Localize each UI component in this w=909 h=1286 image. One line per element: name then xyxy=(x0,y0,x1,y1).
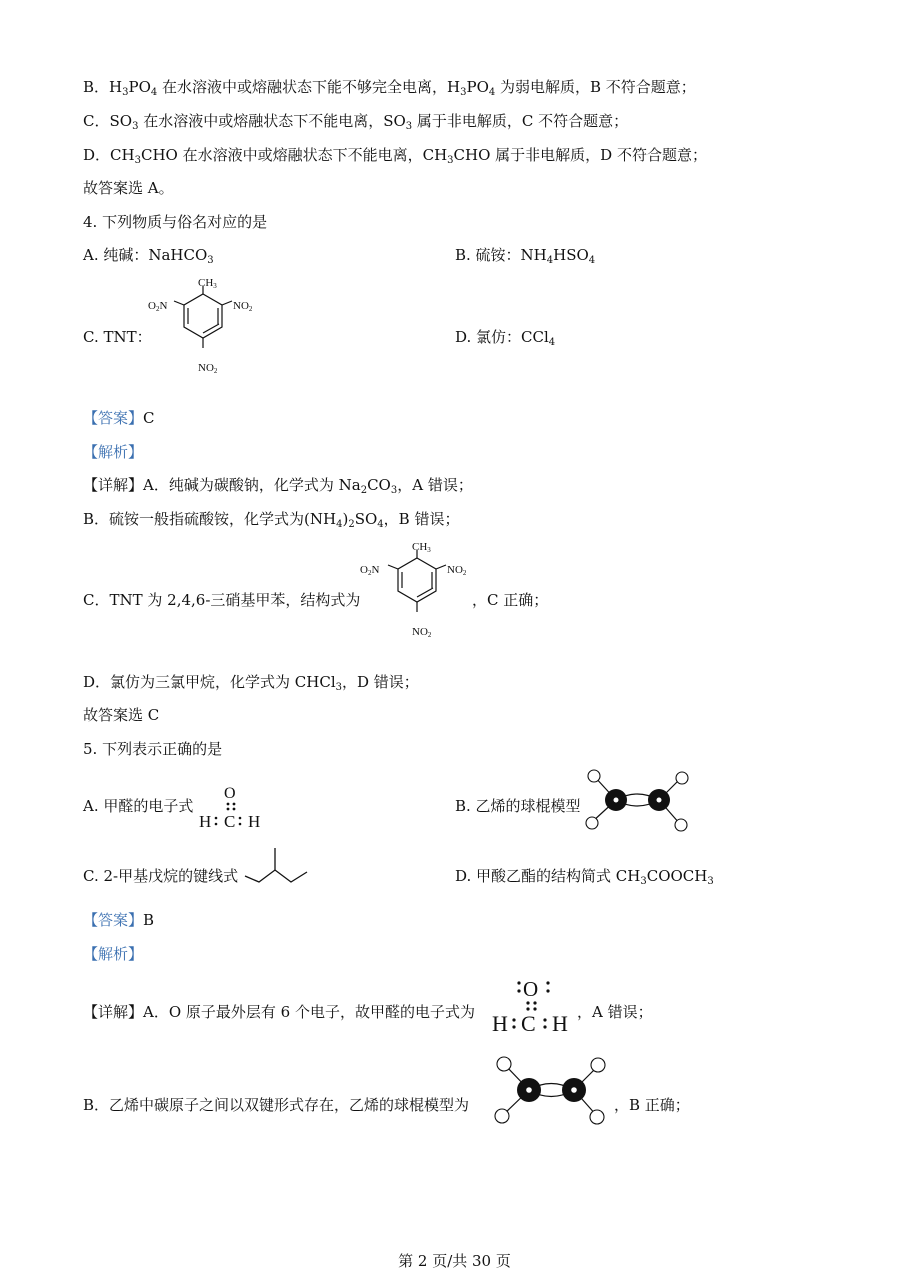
q5-option-a: A. 甲醛的电子式 xyxy=(83,797,194,815)
subscript: 3 xyxy=(460,87,467,98)
subscript: 4 xyxy=(488,87,496,98)
answer-conclusion-a: 故答案选 A。 xyxy=(83,179,174,197)
text: A．纯碱为碳酸钠，化学式为 Na xyxy=(143,476,361,494)
subscript: 3 xyxy=(122,87,129,98)
q5-answer xyxy=(83,910,154,930)
text: D. 甲酸乙酯的结构简式 CH xyxy=(455,867,641,885)
formaldehyde-electron-formula xyxy=(490,974,580,1036)
text: ，B 错误； xyxy=(383,510,460,528)
text: 在水溶液中或熔融状态下能不够完全电离，H xyxy=(157,78,461,96)
text: 为弱电解质，B 不符合题意； xyxy=(495,78,696,96)
text: B. 硫铵：NH xyxy=(455,246,547,264)
o2n-label: O2N xyxy=(360,564,380,577)
ch3-label: CH3 xyxy=(198,277,217,290)
question-5-title: 5. 下列表示正确的是 xyxy=(83,740,223,758)
h-atom: H xyxy=(248,812,261,831)
subscript: 2 xyxy=(348,519,355,530)
answer-conclusion-c: 故答案选 C xyxy=(83,706,160,724)
h-atom: H xyxy=(552,1011,568,1036)
text: HSO xyxy=(553,246,589,264)
subscript: 3 xyxy=(707,876,714,887)
text: D. 氯仿：CCl xyxy=(455,328,549,346)
text: A．O 原子最外层有 6 个电子，故甲醛的电子式为 xyxy=(143,1003,475,1021)
o-atom: O xyxy=(224,785,236,802)
subscript: 3 xyxy=(390,485,398,496)
answer-tag: 【答案】 xyxy=(83,409,144,427)
text: SO xyxy=(354,510,378,528)
text: CHO 在水溶液中或熔融状态下不能电离，CH xyxy=(140,146,448,164)
q5-analysis-tag: 【解析】 xyxy=(83,945,144,963)
option-c-explanation-line xyxy=(83,111,628,131)
c-atom: C xyxy=(521,1011,536,1036)
q5-option-c: C. 2-甲基戊烷的键线式 xyxy=(83,867,239,885)
q4-analysis-tag: 【解析】 xyxy=(83,443,144,461)
q4-option-a xyxy=(83,245,214,265)
option-d-explanation-line xyxy=(83,145,707,165)
q4-option-c: C. TNT： xyxy=(83,328,152,346)
page-footer: 第 2 页/共 30 页 xyxy=(398,1252,511,1270)
answer-tag: 【答案】 xyxy=(83,911,144,929)
text: PO xyxy=(128,78,151,96)
text: B．硫铵一般指硫酸铵，化学式为(NH xyxy=(83,510,337,528)
text: C．TNT 为 2,4,6-三硝基甲苯，结构式为 xyxy=(83,591,361,609)
q5-detail-a xyxy=(83,1002,475,1022)
subscript: 3 xyxy=(335,682,343,693)
text: CO xyxy=(367,476,391,494)
h-atom: H xyxy=(492,1011,508,1036)
c-atom: C xyxy=(224,812,236,831)
ethylene-ball-stick-model xyxy=(490,1054,610,1130)
text: C．SO xyxy=(83,112,133,130)
formaldehyde-electron-formula xyxy=(197,782,267,832)
subscript: 4 xyxy=(150,87,158,98)
q4-detail-c xyxy=(83,590,360,610)
subscript: 4 xyxy=(588,255,596,266)
no2-label: NO2 xyxy=(198,362,218,375)
q4-detail-d xyxy=(83,672,419,692)
q4-answer xyxy=(83,408,155,428)
2-methylpentane-skeletal-formula xyxy=(243,846,313,886)
text: PO xyxy=(466,78,489,96)
answer-value: C xyxy=(143,409,155,427)
q5-detail-a-tail: ，A 错误； xyxy=(577,1003,653,1021)
ch3-label: CH3 xyxy=(412,541,431,554)
q4-detail-a xyxy=(83,475,473,495)
q4-detail-c-tail: ，C 正确； xyxy=(472,591,549,609)
text: ，D 错误； xyxy=(342,673,419,691)
subscript: 4 xyxy=(336,519,343,530)
q4-option-d xyxy=(455,327,555,347)
text: 属于非电解质，C 不符合题意； xyxy=(412,112,629,130)
q5-detail-b-tail: ，B 正确； xyxy=(614,1096,690,1114)
q5-detail-b xyxy=(83,1095,469,1115)
text: CHO 属于非电解质，D 不符合题意； xyxy=(453,146,707,164)
subscript: 4 xyxy=(546,255,554,266)
question-4-title: 4. 下列物质与俗名对应的是 xyxy=(83,213,268,231)
q4-option-b xyxy=(455,245,595,265)
tnt-structure-diagram xyxy=(140,272,270,380)
text: D．CH xyxy=(83,146,135,164)
subscript: 3 xyxy=(405,121,413,132)
tnt-structure-diagram xyxy=(354,536,484,644)
text: ) xyxy=(342,510,349,528)
q5-option-b: B. 乙烯的球棍模型 xyxy=(455,797,581,815)
no2-label: NO2 xyxy=(233,300,253,313)
o-atom: O xyxy=(523,977,539,1001)
option-b-explanation-line xyxy=(83,77,696,97)
text: A. 纯碱：NaHCO xyxy=(83,246,208,264)
subscript: 3 xyxy=(207,255,214,266)
subscript: 3 xyxy=(132,121,139,132)
text: COOCH xyxy=(646,867,708,885)
no2-label: NO2 xyxy=(412,626,432,639)
subscript: 3 xyxy=(640,876,647,887)
text: 在水溶液中或熔融状态下不能电离，SO xyxy=(138,112,406,130)
subscript: 3 xyxy=(134,155,141,166)
text: B．H xyxy=(83,78,123,96)
subscript: 2 xyxy=(360,485,368,496)
o2n-label: O2N xyxy=(148,300,168,313)
answer-value: B xyxy=(143,911,155,929)
detail-tag: 【详解】 xyxy=(83,1003,144,1021)
ethylene-ball-stick-model xyxy=(580,766,695,836)
detail-tag: 【详解】 xyxy=(83,476,144,494)
no2-label: NO2 xyxy=(447,564,467,577)
q5-option-d xyxy=(455,866,714,886)
subscript: 4 xyxy=(377,519,384,530)
h-atom: H xyxy=(199,812,212,831)
text: B．乙烯中碳原子之间以双键形式存在，乙烯的球棍模型为 xyxy=(83,1096,470,1114)
q4-detail-b xyxy=(83,509,459,529)
text: ，A 错误； xyxy=(397,476,473,494)
subscript: 4 xyxy=(548,337,556,348)
subscript: 3 xyxy=(447,155,454,166)
text: D．氯仿为三氯甲烷，化学式为 CHCl xyxy=(83,673,336,691)
